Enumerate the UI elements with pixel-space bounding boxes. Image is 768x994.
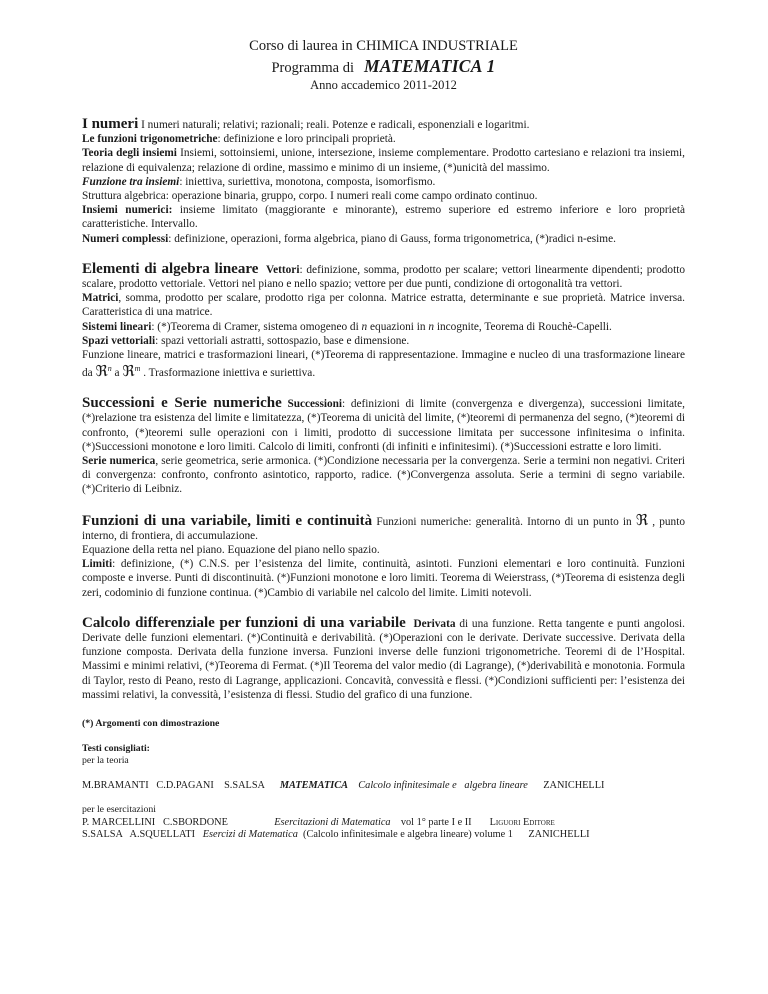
section-calcolo: Calcolo differenziale per funzioni di una variabile Derivata di una funzione. Retta tangente e punti angolosi. Derivate delle funzioni elementari. (*)Continuità e derivabilità. (*)Operazioni con le derivate. Derivate successive. Derivata della funzione composta. Derivata della funzione inversa. Funzioni inverse delle funzioni trigonometriche. Teoremi di de l’Hospital. Massimi e minimi relativi, (*)Teorema di Fermat. (*)Il Teorema del valor medio (di Lagrange), (*)derivabilità e monotonia. Formula di Taylor, resto di Peano, resto di Lagrange, applicazioni. Concavità, convessità e flessi. (*)Condizioni sufficienti per: l’esistenza dei massimi relativi, la convessità, l’esistenza di flessi. Studio del grafico di una funzione. xyxy=(82,614,685,701)
texts-title: Testi consigliati: xyxy=(82,742,150,754)
real-numbers-symbol: ℜ xyxy=(635,510,649,529)
notes xyxy=(82,718,685,842)
section-successioni: Successioni e Serie numeriche Successioni: definizioni di limite (convergenza e divergenza), successioni limitate, (*)relazione tra esistenza del limite e limitatezza, (*)Teorema di unicità del limite, (*)teoremi di permanenza del segno, (*)teoremi di confronto, (*)teoremi sulle operazioni con i limiti, prodotto di successione limitata per successone infinitesima o infinita. (*)Successioni monotone e loro limiti. Calcolo di limiti, confronti (di infiniti e infinitesimi). (*)Successioni estratte e loro limiti. Serie numerica, serie geometrica, serie armonica. (*)Condizione necessaria per la convergenza. Serie a termini non negativi. Criteri di convergenza: confronto, confronto asintotico, rapporto, radice. (*)Convergenza assoluta. Serie a termini di segno variabile. (*)Criterio di Leibniz. xyxy=(82,395,686,496)
program-prefix: Programma di xyxy=(271,60,355,76)
program-line xyxy=(82,56,685,77)
book-entry: M.BRAMANTI C.D.PAGANI S.SALSA MATEMATICA Calcolo infinitesimale e algebra lineare ZANICHELLI xyxy=(82,779,605,791)
section-funzioni: Funzioni di una variabile, limiti e continuità Funzioni numeriche: generalità. Intorno di un punto in ℜ , punto interno, di frontiera, di accumulazione. Equazione della retta nel piano. Equazione del piano nello spazio. Limiti: definizione, (*) C.N.S. per l’esistenza del limite, continuità, asintoti. Funzioni elementari e loro continuità. Funzioni composte e inverse. Punti di discontinuità. (*)Funzioni monotone e loro limiti. Teorema di Weierstrass, (*)Teorema di esistenza degli zeri, codominio di funzione continua. (*)Cambio di variabile nel calcolo del limite. Limiti notevoli. xyxy=(82,510,685,599)
real-numbers-symbol: ℜ xyxy=(122,362,135,381)
exercises-label: per le esercitazioni xyxy=(82,804,156,816)
section-title: Elementi di algebra lineare xyxy=(82,260,259,277)
course-name: MATEMATICA 1 xyxy=(364,56,496,76)
section-algebra: Elementi di algebra lineare Vettori: definizione, somma, prodotto per scalare; vettori linearmente dipendenti; prodotto scalare, prodotto vettoriale. Vettori nel piano e nello spazio; vettore per due punti, condizione di ortogonalità tra vettori. Matrici, somma, prodotto per scalare, prodotto riga per colonna. Matrice estratta, determinante e sue proprietà. Matrice inversa. Caratteristica di una matrice. Sistemi lineari: (*)Teorema di Cramer, sistema omogeneo di n equazioni in n incognite, Teorema di Rouchè-Capelli. Spazi vettoriali: spazi vettoriali astratti, sottospazio, base e dimensione. Funzione lineare, matrici e trasformazioni lineari, (*)Teorema di rappresentazione. Immagine e nucleo di una trasformazione lineare da ℜ$^n$ a ℜ$^m$ . Trasformazione iniettiva e suriettiva. xyxy=(82,260,686,381)
section-title: Funzioni di una variabile, limiti e continuità xyxy=(82,512,373,529)
academic-year: Anno accademico 2011-2012 xyxy=(310,78,457,92)
real-numbers-symbol: ℜ xyxy=(95,362,108,381)
section-numeri: I numeri I numeri naturali; relativi; razionali; reali. Potenze e radicali, esponenziali e logaritmi. Le funzioni trigonometriche: definizione e loro principali proprietà. Teoria degli insiemi Insiemi, sottoinsiemi, unione, intersezione, insieme complementare. Prodotto cartesiano e relazioni tra insiemi, relazione di equivalenza; relazione di ordine, massimo e minimo di un insieme, (*)unicità del massimo. Funzione tra insiemi: iniettiva, suriettiva, monotona, composta, isomorfismo. Struttura algebrica: operazione binaria, gruppo, corpo. I numeri reali come campo ordinato continuo. Insiemi numerici: insieme limitato (maggiorante e minorante), estremo superiore ed estremo inferiore e loro proprietà caratteristiche. Intervallo. Numeri complessi: definizione, operazioni, forma algebrica, piano di Gauss, forma trigonometrica, (*)radici n-esime. xyxy=(82,116,685,245)
book-entry: S.SALSA A.SQUELLATI Esercizi di Matematica (Calcolo infinitesimale e algebra lineare) volume 1 ZANICHELLI xyxy=(82,829,590,841)
section-title: Successioni e Serie numeriche xyxy=(82,395,282,412)
course-line: Corso di laurea in CHIMICA INDUSTRIALE xyxy=(249,38,518,54)
book-entry: P. MARCELLINI C.SBORDONE Esercitazioni di Matematica vol 1° parte I e II Liguori Editore xyxy=(82,816,555,828)
section-title: I numeri xyxy=(82,116,139,132)
footnote: (*) Argomenti con dimostrazione xyxy=(82,718,220,730)
theory-label: per la teoria xyxy=(82,755,129,767)
section-title: Calcolo differenziale per funzioni di una variabile xyxy=(82,614,406,631)
program-body xyxy=(82,117,685,842)
